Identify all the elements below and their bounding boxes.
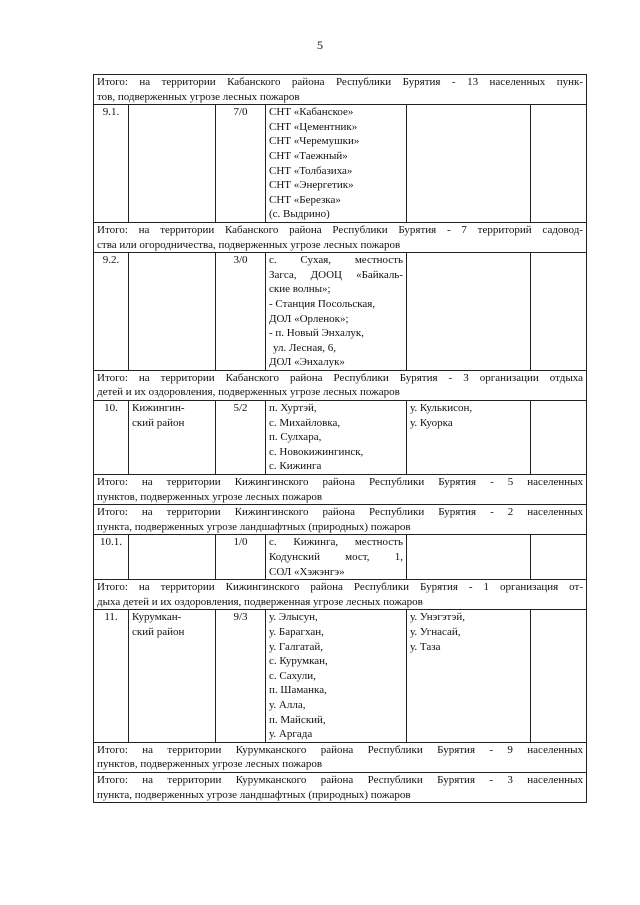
row-number: 9.2. bbox=[94, 253, 129, 371]
place-item: у. Аргада bbox=[269, 728, 313, 741]
settlements-table bbox=[93, 74, 587, 803]
extra-cell bbox=[531, 253, 587, 371]
place-item: Загса, ДООЦ «Байкаль- bbox=[269, 268, 403, 281]
summary-line: пункта, подверженных угрозе ландшафтных (природных) пожаров bbox=[97, 788, 411, 801]
place-item: у. Галгатай, bbox=[269, 640, 324, 653]
summary-row bbox=[94, 370, 587, 400]
summary-line: Итого: на территории Кабанского района Республики Бурятия - 13 населенных пунк- bbox=[97, 76, 583, 88]
place-item: у. Элысун, bbox=[269, 611, 318, 624]
summary-line: Итого: на территории Курумканского района Республики Бурятия - 3 населенных bbox=[97, 773, 583, 786]
place-item: СОЛ «Хэжэнгэ» bbox=[269, 565, 345, 578]
place-item: ул. Лесная, 6, bbox=[273, 341, 337, 354]
summary-line: Итого: на территории Кабанского района Республики Бурятия - 3 организации отдыха bbox=[97, 371, 583, 384]
other-places-cell bbox=[407, 253, 531, 371]
summary-row bbox=[94, 505, 587, 535]
place-item: ДОЛ «Энхалук» bbox=[269, 356, 345, 369]
summary-line: тов, подверженных угрозе лесных пожаров bbox=[97, 90, 300, 103]
place-item: СНТ «Черемушки» bbox=[269, 135, 360, 148]
summary-line: Итого: на территории Кижингинского района Республики Бурятия - 2 населенных bbox=[97, 506, 583, 519]
place-item: с. Михайловка, bbox=[269, 416, 341, 429]
place-item: с. Кижинга, местность bbox=[269, 536, 403, 549]
row-number: 10.1. bbox=[94, 535, 129, 580]
other-places-cell bbox=[407, 535, 531, 580]
place-item: СНТ «Березка» bbox=[269, 193, 341, 206]
extra-cell bbox=[531, 105, 587, 223]
place-item: Кодунский мост, 1, bbox=[269, 551, 403, 563]
place-item: - п. Новый Энхалук, bbox=[269, 327, 365, 340]
place-item: СНТ «Таежный» bbox=[269, 149, 348, 162]
count-cell: 9/3 bbox=[216, 610, 266, 742]
summary-cell bbox=[94, 475, 587, 505]
district-name: ский район bbox=[132, 416, 185, 429]
district-name: Курумкан- bbox=[132, 611, 182, 624]
place-item: СНТ «Кабанское» bbox=[269, 106, 354, 119]
other-places-cell bbox=[407, 610, 531, 742]
place-item: п. Шаманка, bbox=[269, 684, 327, 697]
summary-cell bbox=[94, 505, 587, 535]
other-place-item: у. Угнасай, bbox=[410, 625, 461, 638]
other-place-item: у. Таза bbox=[410, 640, 441, 653]
summary-cell bbox=[94, 772, 587, 802]
summary-line: ства или огородничества, подверженных угрозе лесных пожаров bbox=[97, 238, 401, 251]
table-row bbox=[94, 535, 587, 580]
extra-cell bbox=[531, 535, 587, 580]
table-row bbox=[94, 253, 587, 371]
place-item: СНТ «Энергетик» bbox=[269, 179, 354, 192]
place-item: с. Новокижингинск, bbox=[269, 445, 364, 458]
district-name: Кижингин- bbox=[132, 402, 185, 415]
count-cell: 3/0 bbox=[216, 253, 266, 371]
district-cell bbox=[129, 105, 216, 223]
place-item: п. Сулхара, bbox=[269, 431, 322, 444]
summary-row bbox=[94, 772, 587, 802]
other-place-item: у. Куорка bbox=[410, 416, 453, 429]
summary-line: детей и их оздоровления, подверженных угрозе лесных пожаров bbox=[97, 386, 400, 399]
summary-cell bbox=[94, 75, 587, 105]
place-item: СНТ «Цементник» bbox=[269, 120, 358, 133]
count-cell: 7/0 bbox=[216, 105, 266, 223]
other-place-item: у. Унэгэтэй, bbox=[410, 611, 465, 624]
summary-row bbox=[94, 222, 587, 252]
district-name: ский район bbox=[132, 625, 185, 638]
summary-line: Итого: на территории Кижингинского района Республики Бурятия - 1 организация от- bbox=[97, 581, 583, 594]
summary-line: пунктов, подверженных угрозе лесных пожаров bbox=[97, 758, 323, 771]
place-item: с. Кижинга bbox=[269, 460, 322, 473]
district-cell bbox=[129, 401, 216, 475]
row-number: 9.1. bbox=[94, 105, 129, 223]
place-item: у. Алла, bbox=[269, 698, 306, 711]
place-item: у. Барагхан, bbox=[269, 625, 324, 638]
places-cell bbox=[266, 253, 407, 371]
other-place-item: у. Кулькисон, bbox=[410, 402, 473, 415]
count-cell: 1/0 bbox=[216, 535, 266, 580]
place-item: с. Курумкан, bbox=[269, 655, 328, 668]
extra-cell bbox=[531, 610, 587, 742]
place-item: с. Сахули, bbox=[269, 669, 316, 682]
summary-cell bbox=[94, 742, 587, 772]
other-places-cell bbox=[407, 105, 531, 223]
summary-row bbox=[94, 475, 587, 505]
place-item: - Станция Посольская, bbox=[269, 297, 376, 310]
places-cell bbox=[266, 105, 407, 223]
summary-line: дыха детей и их оздоровления, подверженная угрозе лесных пожаров bbox=[97, 595, 423, 608]
summary-line: Итого: на территории Курумканского района Республики Бурятия - 9 населенных bbox=[97, 743, 583, 756]
page-number: 5 bbox=[317, 38, 323, 52]
place-item: ские волны»; bbox=[269, 283, 331, 296]
summary-cell bbox=[94, 580, 587, 610]
district-cell bbox=[129, 253, 216, 371]
place-item: п. Майский, bbox=[269, 713, 326, 726]
places-cell bbox=[266, 401, 407, 475]
place-item: с. Сухая, местность bbox=[269, 254, 403, 267]
summary-line: пункта, подверженных угрозе ландшафтных (природных) пожаров bbox=[97, 520, 411, 533]
row-number: 11. bbox=[94, 610, 129, 742]
summary-line: пунктов, подверженных угрозе лесных пожаров bbox=[97, 490, 323, 503]
table-row bbox=[94, 105, 587, 223]
summary-row bbox=[94, 742, 587, 772]
extra-cell bbox=[531, 401, 587, 475]
summary-row bbox=[94, 75, 587, 105]
district-cell bbox=[129, 610, 216, 742]
place-item: п. Хуртэй, bbox=[269, 402, 317, 415]
places-cell bbox=[266, 535, 407, 580]
summary-line: Итого: на территории Кабанского района Республики Бурятия - 7 территорий садовод- bbox=[97, 223, 583, 236]
district-cell bbox=[129, 535, 216, 580]
places-cell bbox=[266, 610, 407, 742]
summary-cell bbox=[94, 370, 587, 400]
summary-row bbox=[94, 580, 587, 610]
table-row bbox=[94, 610, 587, 742]
summary-line: Итого: на территории Кижингинского района Республики Бурятия - 5 населенных bbox=[97, 476, 583, 489]
place-item: СНТ «Толбазиха» bbox=[269, 164, 353, 177]
row-number: 10. bbox=[94, 401, 129, 475]
place-item: ДОЛ «Орленок»; bbox=[269, 312, 349, 325]
count-cell: 5/2 bbox=[216, 401, 266, 475]
summary-cell bbox=[94, 222, 587, 252]
other-places-cell bbox=[407, 401, 531, 475]
place-item: (с. Выдрино) bbox=[269, 208, 330, 221]
table-row bbox=[94, 401, 587, 475]
